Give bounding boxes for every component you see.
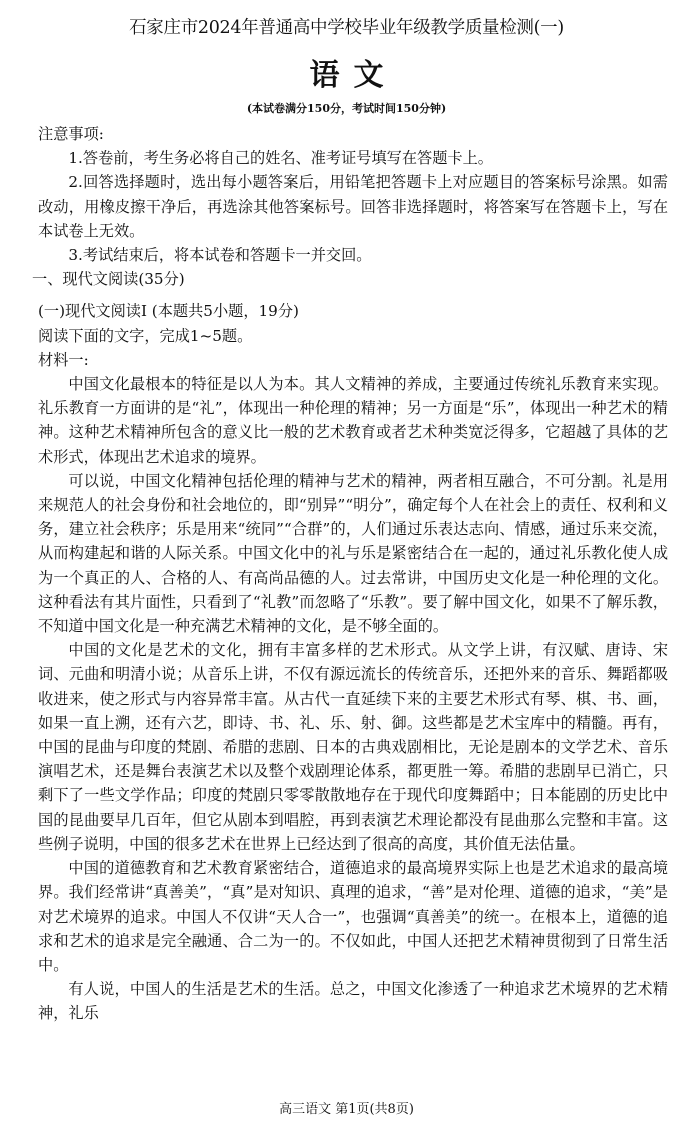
page-body: [32, 122, 668, 1026]
page-footer: 高三语文 第1页(共8页): [279, 1102, 414, 1117]
part-title: (一)现代文阅读Ⅰ (本题共5小题，19分): [38, 302, 299, 321]
exam-title: 石家庄市2024年普通高中学校毕业年级教学质量检测(一): [129, 18, 564, 38]
reading-instruction: 阅读下面的文字，完成1~5题。: [38, 326, 253, 345]
material-label: 材料一:: [38, 350, 89, 369]
notice-item: 1.答卷前，考生务必将自己的姓名、准考证号填写在答题卡上。: [68, 149, 493, 168]
article-paragraph: 可以说，中国文化精神包括伦理的精神与艺术的精神，两者相互融合，不可分割。礼是用来规范人的社会身份和社会地位的，即“别异”“明分”，确定每个人在社会上的责任、权利和义务，建立社会秩序；乐是用来“统同”“合群”的，人们通过乐表达志向、情感，通过乐来交流，从而构建起和谐的人际关系。中国文化中的礼与乐是紧密结合在一起的，通过礼乐教化使人成为一个真正的人、合格的人、有高尚品德的人。过去常讲，中国历史文化是一种伦理的文化。这种看法有其片面性，只看到了“礼教”而忽略了“乐教”。要了解中国文化，如果不了解乐教，不知道中国文化是一种充满艺术精神的文化，是不够全面的。: [38, 471, 668, 636]
notice-item: 2.回答选择题时，选出每小题答案后，用铅笔把答题卡上对应题目的答案标号涂黑。如需改动，用橡皮擦干净后，再选涂其他答案标号。回答非选择题时，将答案写在答题卡上，写在本试卷上无效。: [38, 173, 668, 240]
notice-item: 3.考试结束后，将本试卷和答题卡一并交回。: [68, 246, 372, 265]
article-paragraph: 中国文化最根本的特征是以人为本。其人文精神的养成，主要通过传统礼乐教育来实现。礼乐教育一方面讲的是“礼”，体现出一种伦理的精神；另一方面是“乐”，体现出一种艺术的精神。这种艺术精神所包含的意义比一般的艺术教育或者艺术种类宽泛得多，它超越了具体的艺术形式，体现出艺术追求的境界。: [38, 375, 668, 466]
subject-title: 语文: [309, 58, 398, 93]
exam-info: (本试卷满分150分，考试时间150分钟): [246, 102, 447, 115]
article-paragraph: 有人说，中国人的生活是艺术的生活。总之，中国文化渗透了一种追求艺术境界的艺术精神，礼乐: [38, 980, 668, 1023]
section-title: 一、现代文阅读(35分): [32, 270, 185, 289]
notice-title: 注意事项:: [38, 125, 104, 143]
article-paragraph: 中国的文化是艺术的文化，拥有丰富多样的艺术形式。从文学上讲，有汉赋、唐诗、宋词、元曲和明清小说；从音乐上讲，不仅有源远流长的传统音乐，还把外来的音乐、舞蹈都吸收进来，使之形式与内容异常丰富。从古代一直延续下来的主要艺术形式有琴、棋、书、画，如果一直上溯，还有六艺，即诗、书、礼、乐、射、御。这些都是艺术宝库中的精髓。再有，中国的昆曲与印度的梵剧、希腊的悲剧、日本的古典戏剧相比，无论是剧本的文学艺术、音乐演唱艺术，还是舞台表演艺术以及整个戏剧理论体系，都更胜一筹。希腊的悲剧早已消亡，只剩下了一些文学作品；印度的梵剧只零零散散地存在于现代印度舞蹈中；日本能剧的历史比中国的昆曲要早几百年，但它从剧本到唱腔，再到表演艺术理论都没有昆曲那么完整和丰富。这些例子说明，中国的很多艺术在世界上已经达到了很高的高度，其价值无法估量。: [38, 641, 668, 853]
article-paragraph: 中国的道德教育和艺术教育紧密结合，道德追求的最高境界实际上也是艺术追求的最高境界。我们经常讲“真善美”，“真”是对知识、真理的追求，“善”是对伦理、道德的追求，“美”是对艺术境界的追求。中国人不仅讲“天人合一”，也强调“真善美”的统一。在根本上，道德的追求和艺术的追求是完全融通、合二为一的。不仅如此，中国人还把艺术精神贯彻到了日常生活中。: [38, 859, 668, 974]
